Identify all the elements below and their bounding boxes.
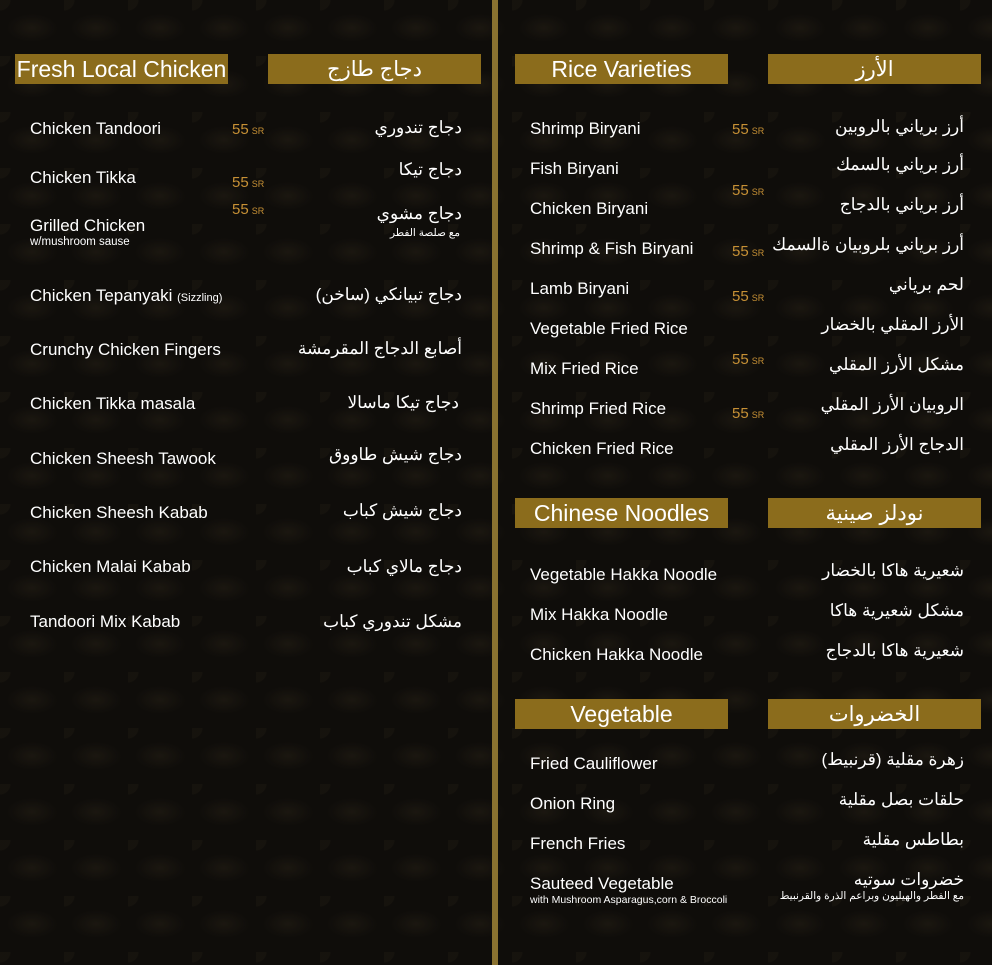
menu-item-name-ar: دجاج مالاي كباب: [346, 557, 462, 576]
section-header-rice-ar: الأرز: [768, 54, 981, 84]
menu-item-name: Shrimp Biryani: [530, 119, 641, 138]
menu-item-name-ar: زهرة مقلية (قرنبيط): [821, 750, 964, 769]
section-header-vegetable-ar: الخضروات: [768, 699, 981, 729]
menu-item-name-ar: أصابع الدجاج المقرمشة: [297, 339, 462, 358]
menu-item-name: Chicken Tandoori: [30, 119, 162, 138]
menu-item-name-ar: أرز برياني بلروبيان ةالسمك: [772, 235, 964, 254]
menu-item-name: Chicken Fried Rice: [530, 439, 674, 458]
menu-item-name: Shrimp Fried Rice: [530, 399, 667, 418]
price-tag: 55 SR: [732, 182, 765, 199]
menu-item-name: Chicken Sheesh Kabab: [30, 503, 208, 522]
menu-item-name-ar: الدجاج الأرز المقلي: [830, 435, 964, 454]
menu-item-name-ar: أرز برياني بالروبين: [835, 117, 964, 136]
menu-item-name: Crunchy Chicken Fingers: [30, 340, 221, 359]
menu-item-name: Mix Hakka Noodle: [530, 605, 668, 624]
menu-item-name-ar: مشكل تندوري كباب: [323, 612, 462, 631]
menu-item-name-ar: دجاج تيكا: [398, 160, 462, 179]
price-tag: 55 SR: [232, 174, 265, 191]
menu-item-name: Lamb Biryani: [530, 279, 630, 298]
menu-item-name: Sauteed Vegetable: [530, 874, 674, 893]
menu-item-name: Chicken Hakka Noodle: [530, 645, 703, 664]
menu-item-name: Vegetable Hakka Noodle: [530, 565, 718, 584]
price-tag: 55 SR: [732, 243, 765, 260]
menu-item-name-ar: الأرز المقلي بالخضار: [821, 315, 964, 334]
menu-item-name: Grilled Chicken: [30, 216, 146, 235]
section-header-noodles-en: Chinese Noodles: [515, 498, 728, 528]
menu-item-name-ar: دجاج تبيانكي (ساخن): [315, 285, 462, 304]
menu-item-name-ar: مشكل الأرز المقلي: [829, 355, 964, 374]
menu-item-name-ar: دجاج تيكا ماسالا: [347, 393, 459, 412]
menu-item-name-ar: لحم برياني: [888, 275, 964, 294]
menu-item-name: Chicken Tikka masala: [30, 394, 196, 413]
menu-item-name-ar: دجاج شيش كباب: [342, 501, 462, 520]
price-tag: 55 SR: [232, 201, 265, 218]
menu-item-name: Onion Ring: [530, 794, 616, 813]
menu-item-name: Chicken Tikka: [30, 168, 136, 187]
menu-item-name-ar: أرز برياني بالدجاج: [839, 195, 964, 214]
menu-item-description: w/mushroom sause: [30, 236, 130, 248]
menu-item-name: Shrimp & Fish Biryani: [530, 239, 694, 258]
menu-item-name-ar: دجاج تندوري: [374, 118, 462, 137]
menu-item-name: Mix Fried Rice: [530, 359, 639, 378]
menu-item-name-ar: دجاج شيش طاووق: [328, 445, 462, 464]
price-tag: 55 SR: [732, 121, 765, 138]
menu-item-name: Fried Cauliflower: [530, 754, 658, 773]
section-header-vegetable-en: Vegetable: [515, 699, 728, 729]
section-header-chicken-ar: دجاج طازج: [268, 54, 481, 84]
menu-item-description-ar: مع صلصة الفطر: [389, 227, 460, 239]
menu-item-name: Chicken Malai Kabab: [30, 557, 191, 576]
section-header-rice-en: Rice Varieties: [515, 54, 728, 84]
menu-item-description-ar: مع الفطر والهيليون وبراعم الذرة والقرنبيط: [779, 890, 964, 902]
menu-item-name: Chicken Sheesh Tawook: [30, 449, 216, 468]
column-divider: [492, 0, 498, 965]
menu-item-name: Chicken Biryani: [530, 199, 649, 218]
menu-item-name-ar: مشكل شعيرية هاكا: [829, 601, 964, 620]
menu-item-name: Chicken Tepanyaki (Sizzling): [30, 286, 223, 305]
menu-item-name-ar: دجاج مشوي: [376, 204, 462, 223]
menu-item-name-ar: خضروات سوتيه: [853, 870, 964, 889]
section-header-noodles-ar: نودلز صينية: [768, 498, 981, 528]
menu-item-name: Tandoori Mix Kabab: [30, 612, 181, 631]
price-tag: 55 SR: [732, 351, 765, 368]
price-tag: 55 SR: [232, 121, 265, 138]
menu-item-name-ar: حلقات بصل مقلية: [838, 790, 964, 809]
menu-item-name-ar: شعيرية هاكا بالخضار: [822, 561, 964, 580]
price-tag: 55 SR: [732, 405, 765, 422]
menu-item-description: with Mushroom Asparagus,corn & Broccoli: [530, 894, 728, 906]
menu-item-name: Fish Biryani: [530, 159, 619, 178]
menu-item-name-ar: الروبيان الأرز المقلي: [820, 395, 964, 414]
menu-item-name: French Fries: [530, 834, 626, 853]
menu-item-name-ar: بطاطس مقلية: [862, 830, 964, 849]
menu-item-name: Vegetable Fried Rice: [530, 319, 688, 338]
section-header-chicken-en: Fresh Local Chicken: [15, 54, 228, 84]
menu-item-name-ar: أرز برياني بالسمك: [836, 155, 964, 174]
menu-item-name-ar: شعيرية هاكا بالدجاج: [825, 641, 964, 660]
price-tag: 55 SR: [732, 288, 765, 305]
